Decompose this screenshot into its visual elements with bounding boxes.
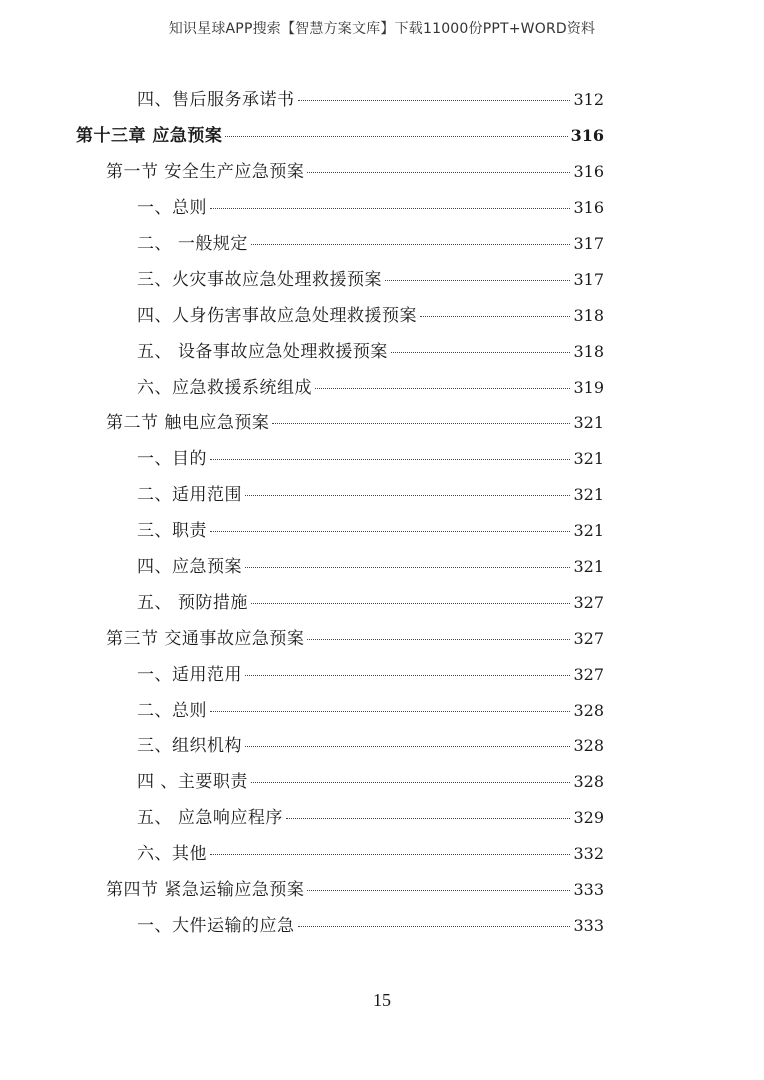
toc-entry[interactable]	[0, 547, 764, 583]
dot-leader	[307, 639, 570, 640]
toc-entry-line	[137, 588, 604, 613]
dot-leader	[210, 531, 570, 532]
toc-entry[interactable]	[0, 439, 764, 475]
dot-leader	[251, 603, 571, 604]
toc-entry-page-number: 316	[570, 126, 604, 146]
toc-entry-title: 第三节 交通事故应急预案	[106, 628, 305, 649]
toc-entry-page-number: 327	[573, 664, 604, 684]
toc-entry-title: 第二节 触电应急预案	[106, 413, 270, 434]
toc-entry-title: 一、总则	[137, 198, 207, 219]
toc-entry-title: 五、 设备事故应急处理救援预案	[137, 341, 388, 362]
toc-entry-line	[137, 444, 604, 469]
toc-entry-page-number: 328	[573, 736, 604, 756]
dot-leader	[420, 316, 570, 317]
toc-entry-title: 四、售后服务承诺书	[137, 90, 295, 111]
toc-entry[interactable]	[0, 259, 764, 295]
toc-entry-title: 一、适用范用	[137, 664, 242, 685]
toc-entry-line	[137, 839, 604, 864]
dot-leader	[286, 818, 571, 819]
toc-entry-line	[137, 696, 604, 721]
toc-entry-title: 一、目的	[137, 449, 207, 470]
toc-entry[interactable]	[0, 726, 764, 762]
toc-entry[interactable]	[0, 834, 764, 870]
toc-entry-page-number: 317	[573, 234, 604, 253]
toc-entry-line	[137, 193, 604, 218]
toc-entry-title: 四、人身伤害事故应急处理救援预案	[137, 305, 417, 326]
toc-entry[interactable]	[0, 905, 764, 941]
toc-entry-title: 二、适用范围	[137, 485, 242, 506]
toc-entry-line	[137, 911, 604, 936]
dot-leader	[210, 711, 570, 712]
toc-entry-page-number: 316	[573, 162, 604, 182]
dot-leader	[210, 208, 570, 209]
toc-entry[interactable]	[0, 80, 764, 116]
toc-entry[interactable]	[0, 188, 764, 224]
toc-entry-line	[137, 552, 604, 577]
page-number: 15	[373, 990, 391, 1010]
toc-entry-line	[137, 337, 604, 362]
toc-entry-line	[137, 265, 604, 290]
dot-leader	[298, 926, 571, 927]
toc-entry-title: 三、火灾事故应急处理救援预案	[137, 269, 382, 290]
toc-entry-title: 四 、主要职责	[137, 772, 248, 793]
toc-entry-title: 第十三章 应急预案	[76, 126, 223, 147]
toc-entry-line	[137, 767, 604, 792]
toc-entry-page-number: 321	[573, 521, 604, 541]
toc-entry-title: 五、 应急响应程序	[137, 808, 283, 829]
toc-entry-title: 六、其他	[137, 844, 207, 865]
toc-entry-line	[137, 85, 604, 110]
toc-entry[interactable]	[0, 116, 764, 152]
toc-entry[interactable]	[0, 475, 764, 511]
toc-entry-page-number: 312	[573, 90, 604, 110]
toc-entry-page-number: 321	[573, 557, 604, 577]
toc-entry[interactable]	[0, 762, 764, 798]
dot-leader	[391, 352, 571, 353]
dot-leader	[272, 423, 570, 424]
toc-entry-page-number: 319	[573, 377, 604, 397]
toc-entry-page-number: 333	[573, 880, 604, 900]
dot-leader	[225, 136, 567, 137]
toc-entry[interactable]	[0, 798, 764, 834]
toc-entry-title: 第一节 安全生产应急预案	[106, 162, 305, 183]
toc-entry-line	[137, 731, 604, 756]
toc-entry-title: 二、总则	[137, 700, 207, 721]
toc-entry-page-number: 328	[573, 700, 604, 720]
dot-leader	[315, 388, 570, 389]
toc-entry-title: 三、组织机构	[137, 736, 242, 757]
toc-entry-line	[137, 803, 604, 828]
toc-entry-page-number: 333	[573, 915, 604, 935]
dot-leader	[307, 172, 570, 173]
dot-leader	[210, 854, 570, 855]
dot-leader	[245, 495, 570, 496]
toc-entry-page-number: 321	[573, 449, 604, 469]
toc-entry-page-number: 317	[573, 269, 604, 289]
dot-leader	[251, 244, 571, 245]
toc-entry[interactable]	[0, 224, 764, 260]
toc-entry-line	[137, 516, 604, 541]
toc-entry[interactable]	[0, 295, 764, 331]
toc-entry-line	[106, 157, 604, 182]
toc-entry[interactable]	[0, 331, 764, 367]
toc-entry[interactable]	[0, 152, 764, 188]
toc-entry-line	[76, 121, 604, 146]
toc-entry-title: 四、应急预案	[137, 557, 242, 578]
dot-leader	[251, 782, 571, 783]
toc-entry-title: 第四节 紧急运输应急预案	[106, 880, 305, 901]
toc-entry[interactable]	[0, 618, 764, 654]
toc-entry-title: 二、 一般规定	[137, 234, 248, 254]
toc-entry[interactable]	[0, 403, 764, 439]
toc-entry-line	[106, 875, 604, 900]
toc-entry-title: 五、 预防措施	[137, 592, 248, 613]
dot-leader	[385, 280, 570, 281]
dot-leader	[298, 100, 571, 101]
toc-entry-page-number: 316	[573, 198, 604, 218]
toc-entry-line	[106, 408, 604, 433]
toc-entry-line	[137, 373, 604, 398]
dot-leader	[245, 675, 570, 676]
toc-entry-page-number: 327	[573, 628, 604, 648]
toc-entry-page-number: 321	[573, 485, 604, 505]
toc-entry-line	[137, 229, 604, 254]
toc-entry-title: 六、应急救援系统组成	[137, 377, 312, 398]
toc-entry-title: 三、职责	[137, 521, 207, 542]
dot-leader	[245, 746, 570, 747]
toc-entry-line	[137, 301, 604, 326]
toc-entry-title: 一、大件运输的应急	[137, 915, 295, 936]
dot-leader	[307, 890, 570, 891]
toc-entry-page-number: 321	[573, 413, 604, 433]
toc-entry-page-number: 328	[573, 772, 604, 792]
toc-entry-page-number: 329	[573, 808, 604, 828]
toc-entry-page-number: 318	[573, 341, 604, 361]
toc-entry[interactable]	[0, 582, 764, 618]
toc-entry-line	[106, 624, 604, 649]
toc-entry-line	[137, 480, 604, 505]
toc-entry[interactable]	[0, 511, 764, 547]
toc-entry-page-number: 327	[573, 592, 604, 612]
toc-entry-page-number: 318	[573, 305, 604, 325]
page-header-banner: 知识星球APP搜索【智慧方案文库】下载11000份PPT+WORD资料	[168, 21, 596, 37]
dot-leader	[210, 459, 570, 460]
dot-leader	[245, 567, 570, 568]
toc-entry[interactable]	[0, 870, 764, 906]
toc-entry-page-number: 332	[573, 844, 604, 864]
toc-entry[interactable]	[0, 654, 764, 690]
toc-entry[interactable]	[0, 690, 764, 726]
table-of-contents	[0, 80, 764, 941]
toc-entry[interactable]	[0, 367, 764, 403]
toc-entry-line	[137, 660, 604, 685]
